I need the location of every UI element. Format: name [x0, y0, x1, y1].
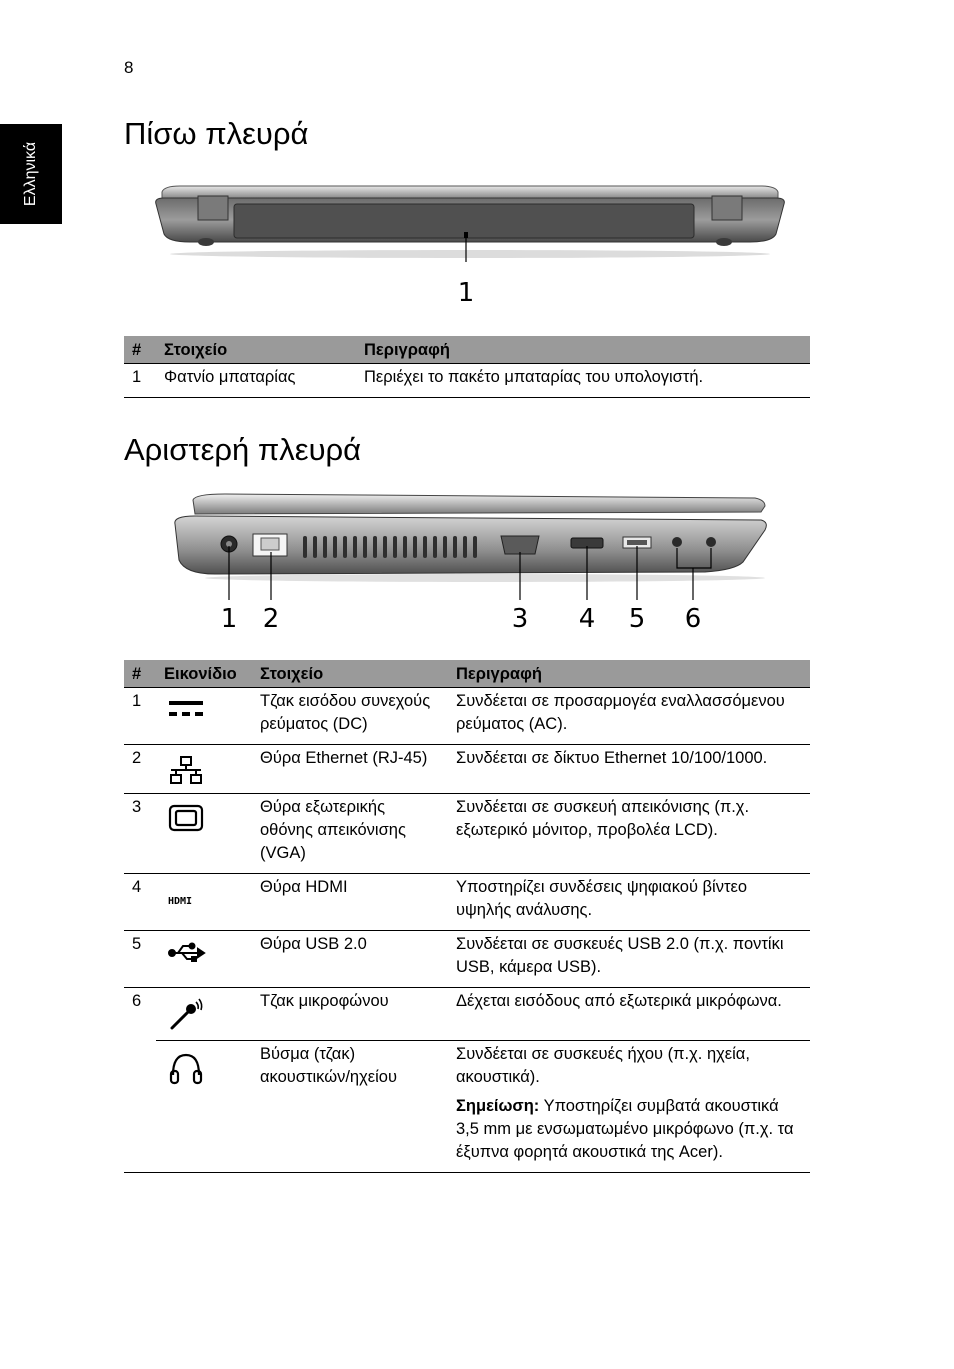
- table-row: [124, 688, 810, 745]
- left-header-desc: Περιγραφή: [448, 660, 810, 688]
- row-number: 3: [124, 794, 156, 874]
- row-description: Συνδέεται σε συσκευές USB 2.0 (π.χ. ποντίκι USB, κάμερα USB).: [448, 931, 810, 988]
- table-row: [124, 1041, 810, 1173]
- left-callout-3: 3: [511, 604, 529, 634]
- left-components-table: [124, 660, 810, 1173]
- table-row: [124, 874, 810, 931]
- row-note: [456, 1095, 804, 1164]
- headphones-icon: [168, 1051, 204, 1087]
- note-text: Υποστηρίζει συμβατά ακουστικά 3,5 mm με ενσωματωμένο μικρόφωνο (π.χ. τα έξυπνα φορητά ακουστικά της Acer).: [456, 1097, 794, 1161]
- left-header-num: #: [124, 660, 156, 688]
- row-number: 1: [124, 688, 156, 745]
- left-callout-2: 2: [262, 604, 280, 634]
- language-tab-label: Ελληνικά: [22, 141, 39, 207]
- vga-icon: [168, 804, 204, 832]
- rear-header-num: #: [124, 336, 156, 364]
- left-header-item: Στοιχείο: [252, 660, 448, 688]
- row-item: Θύρα USB 2.0: [252, 931, 448, 988]
- page-number: 8: [124, 58, 134, 77]
- rear-callout-1: 1: [457, 278, 475, 308]
- left-callout-4: 4: [578, 604, 596, 634]
- table-row: [124, 364, 810, 398]
- row-item: Θύρα Ethernet (RJ-45): [252, 745, 448, 794]
- left-callout-5: 5: [628, 604, 646, 634]
- row-item: Τζακ εισόδου συνεχούς ρεύματος (DC): [252, 688, 448, 745]
- rear-header-item: Στοιχείο: [156, 336, 356, 364]
- ethernet-icon: [168, 755, 204, 785]
- left-callout-6: 6: [684, 604, 702, 634]
- left-section-title: Αριστερή πλευρά: [124, 432, 362, 467]
- language-tab: [0, 124, 62, 224]
- row-description: Συνδέεται σε δίκτυο Ethernet 10/100/1000.: [448, 745, 810, 794]
- note-label: Σημείωση:: [456, 1097, 540, 1115]
- rear-section-title: Πίσω πλευρά: [124, 116, 309, 151]
- usb-icon: [168, 941, 206, 963]
- row-description: Δέχεται εισόδους από εξωτερικά μικρόφωνα.: [448, 988, 810, 1041]
- dc-in-icon: [168, 698, 204, 720]
- row-number: 5: [124, 931, 156, 988]
- row-description: Συνδέεται σε συσκευή απεικόνισης (π.χ. εξωτερικό μόνιτορ, προβολέα LCD).: [448, 794, 810, 874]
- row-item: Τζακ μικροφώνου: [252, 988, 448, 1041]
- table-row: [124, 931, 810, 988]
- row-number: 4: [124, 874, 156, 931]
- row-description: Υποστηρίζει συνδέσεις ψηφιακού βίντεο υψηλής ανάλυσης.: [448, 874, 810, 931]
- microphone-icon: [168, 998, 204, 1032]
- left-callout-1: 1: [220, 604, 238, 634]
- row-item: Θύρα HDMI: [252, 874, 448, 931]
- table-row: [124, 794, 810, 874]
- row-item: Βύσμα (τζακ) ακουστικών/ηχείου: [252, 1041, 448, 1173]
- row-number: [124, 1041, 156, 1173]
- row-item: Φατνίο μπαταρίας: [156, 364, 356, 398]
- hdmi-icon: HDMI: [168, 896, 193, 907]
- table-row: [124, 745, 810, 794]
- left-header-icon: Εικονίδιο: [156, 660, 252, 688]
- row-number: 6: [132, 992, 142, 1010]
- rear-header-desc: Περιγραφή: [356, 336, 810, 364]
- rear-view-illustration: [150, 182, 790, 262]
- row-description: Συνδέεται σε συσκευές ήχου (π.χ. ηχεία, ακουστικά).: [456, 1045, 750, 1086]
- row-number: 1: [124, 364, 156, 398]
- row-item: Θύρα εξωτερικής οθόνης απεικόνισης (VGA): [252, 794, 448, 874]
- row-description: Συνδέεται σε προσαρμογέα εναλλασσόμενου ρεύματος (AC).: [448, 688, 810, 745]
- row-number: 2: [124, 745, 156, 794]
- rear-components-table: [124, 336, 810, 398]
- table-row: [124, 988, 810, 1041]
- row-description: Περιέχει το πακέτο μπαταρίας του υπολογιστή.: [356, 364, 810, 398]
- left-side-illustration: [165, 490, 775, 600]
